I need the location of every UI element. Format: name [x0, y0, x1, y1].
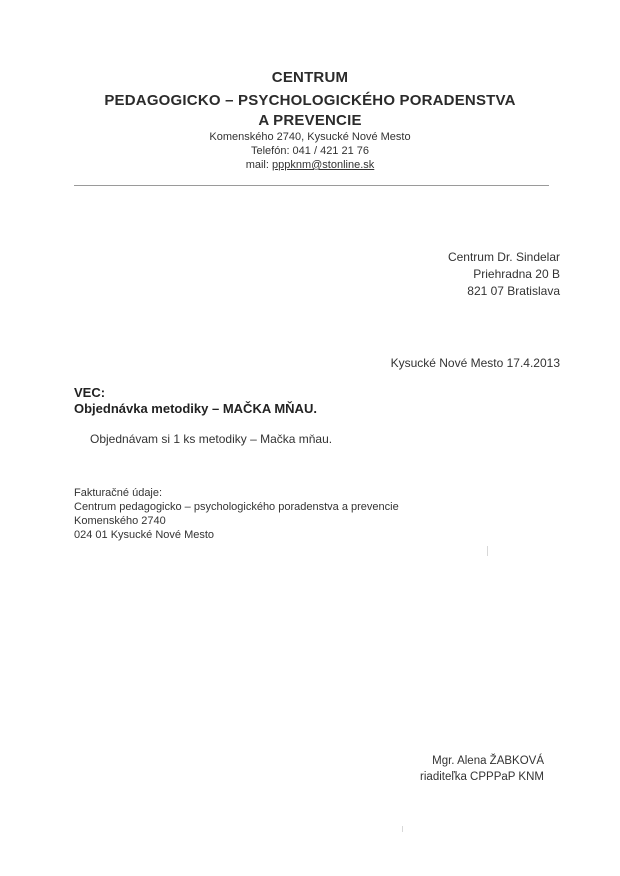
billing-city: 024 01 Kysucké Nové Mesto [74, 529, 215, 541]
billing-street: Komenského 2740 [74, 515, 166, 527]
body-text: Objednávam si 1 ks metodiky – Mačka mňau. [90, 432, 333, 446]
header-divider [74, 185, 549, 186]
signature-block [420, 753, 544, 785]
date-line: Kysucké Nové Mesto 17.4.2013 [390, 356, 560, 370]
header-title-line3: A PREVENCIE [258, 112, 362, 129]
recipient-street: Priehradna 20 B [473, 267, 560, 281]
billing-label: Fakturačné údaje: [74, 487, 163, 499]
header-mail [0, 158, 620, 172]
subject-text: Objednávka metodiky – MAČKA MŇAU. [74, 401, 317, 416]
header-mail-label: mail: [245, 159, 269, 171]
header-address: Komenského 2740, Kysucké Nové Mesto [209, 131, 411, 143]
header-email-link[interactable]: pppknm@stonline.sk [272, 159, 375, 171]
billing-block [74, 486, 399, 542]
header-phone: Telefón: 041 / 421 21 76 [250, 145, 370, 157]
signature-title: riaditeľka CPPPaP KNM [420, 771, 544, 783]
header-title-line1: CENTRUM [271, 69, 349, 86]
billing-name: Centrum pedagogicko – psychologického poradenstva a prevencie [74, 501, 399, 513]
recipient-name: Centrum Dr. Sindelar [447, 250, 560, 264]
subject-block [74, 385, 317, 417]
recipient-city: 821 07 Bratislava [467, 284, 560, 298]
signature-name: Mgr. Alena ŽABKOVÁ [432, 755, 544, 767]
subject-label: VEC: [74, 385, 106, 400]
recipient-address [448, 249, 560, 300]
scan-mark [402, 826, 403, 832]
scan-mark [487, 546, 488, 556]
header-title-line2: PEDAGOGICKO – PSYCHOLOGICKÉHO PORADENSTVA [104, 92, 516, 109]
